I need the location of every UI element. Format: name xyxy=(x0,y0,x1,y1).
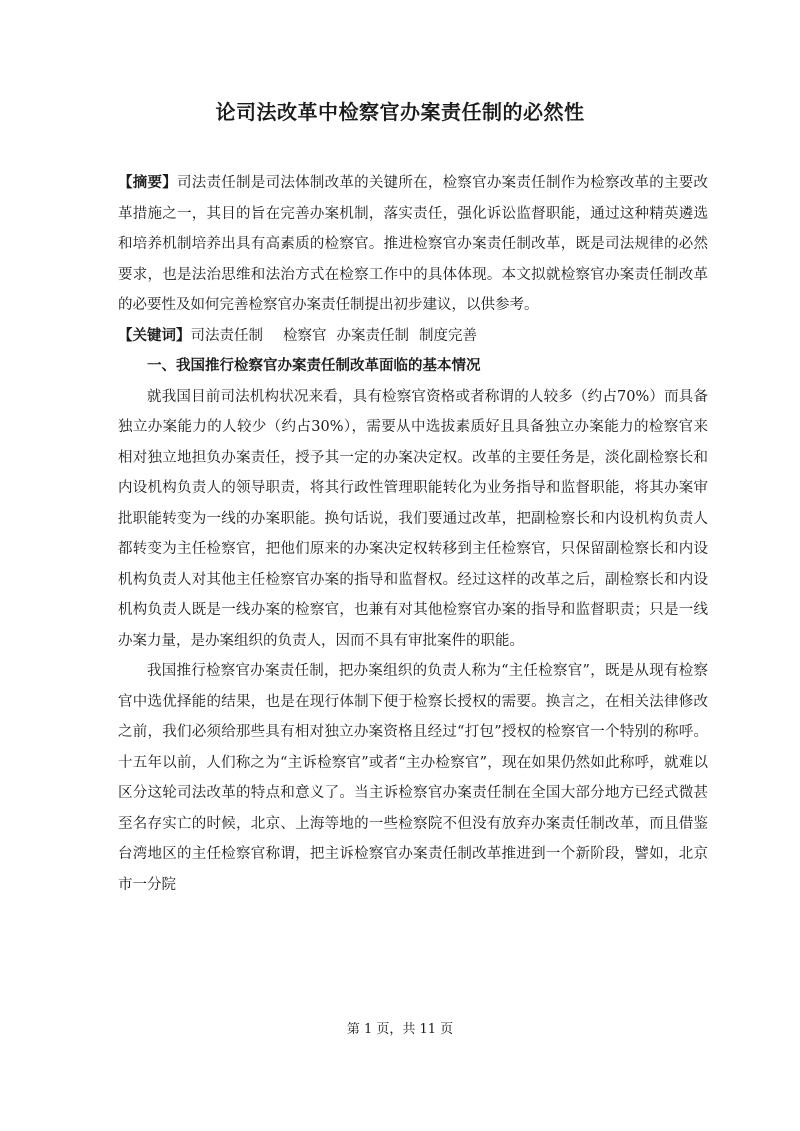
keyword: 制度完善 xyxy=(419,327,477,344)
body-paragraph: 我国推行检察官办案责任制，把办案组织的负责人称为“主任检察官”，既是从现有检察官中选优择能的结果，也是在现行体制下便于检察长授权的需要。换言之，在相关法律修改之前，我们必须给那些具有相对独立办案资格且经过“打包”授权的检察官一个特别的称呼。十五年以前，人们称之为“主诉检察官”或者“主办检察官”，现在如果仍然如此称呼，就难以区分这轮司法改革的特点和意义了。当主诉检察官办案责任制在全国大部分地方已经式微甚至名存实亡的时候，北京、上海等地的一些检察院不但没有放弃办案责任制改革，而且借鉴台湾地区的主任检察官称谓，把主诉检察官办案责任制改革推进到一个新阶段，譬如，北京市一分院 xyxy=(118,663,708,893)
keyword: 司法责任制 xyxy=(190,327,263,344)
keywords-label: 【关键词】 xyxy=(118,326,191,344)
keyword: 检察官 xyxy=(283,327,327,344)
section-heading: 一、我国推行检察官办案责任制改革面临的基本情况 xyxy=(147,357,481,374)
abstract-paragraph xyxy=(118,168,708,321)
abstract-text: 司法责任制是司法体制改革的关键所在，检察官办案责任制作为检察改革的主要改革措施之一，其目的旨在完善办案机制，落实责任，强化诉讼监督职能，通过这种精英遴选和培养机制培养出具有高素质的检察官。推进检察官办案责任制改革，既是司法规律的必然要求，也是法治思维和法治方式在检察工作中的具体体现。本文拟就检察官办案责任制改革的必要性及如何完善检察官办案责任制提出初步建议，以供参考。 xyxy=(118,175,709,313)
body-paragraph: 就我国目前司法机构状况来看，具有检察官资格或者称谓的人较多（约占70%）而具备独立办案能力的人较少（约占30%），需要从中选拔素质好且具备独立办案能力的检察官来相对独立地担负办案责任，授予其一定的办案决定权。改革的主要任务是，淡化副检察长和内设机构负责人的领导职责，将其行政性管理职能转化为业务指导和监督职能，将其办案审批职能转变为一线的办案职能。换句话说，我们要通过改革，把副检察长和内设机构负责人都转变为主任检察官，把他们原来的办案决定权转移到主任检察官，只保留副检察长和内设机构负责人对其他主任检察官办案的指导和监督权。经过这样的改革之后，副检察长和内设机构负责人既是一线办案的检察官，也兼有对其他检察官办案的指导和监督职责；只是一线办案力量，是办案组织的负责人，因而不具有审批案件的职能。 xyxy=(118,388,708,649)
keyword: 办案责任制 xyxy=(336,327,409,344)
page-footer: 第 1 页，共 11 页 xyxy=(346,1022,454,1037)
abstract-label: 【摘要】 xyxy=(118,174,178,191)
document-body xyxy=(118,168,708,900)
keywords-paragraph xyxy=(118,321,708,352)
document-title: 论司法改革中检察官办案责任制的必然性 xyxy=(215,100,585,124)
